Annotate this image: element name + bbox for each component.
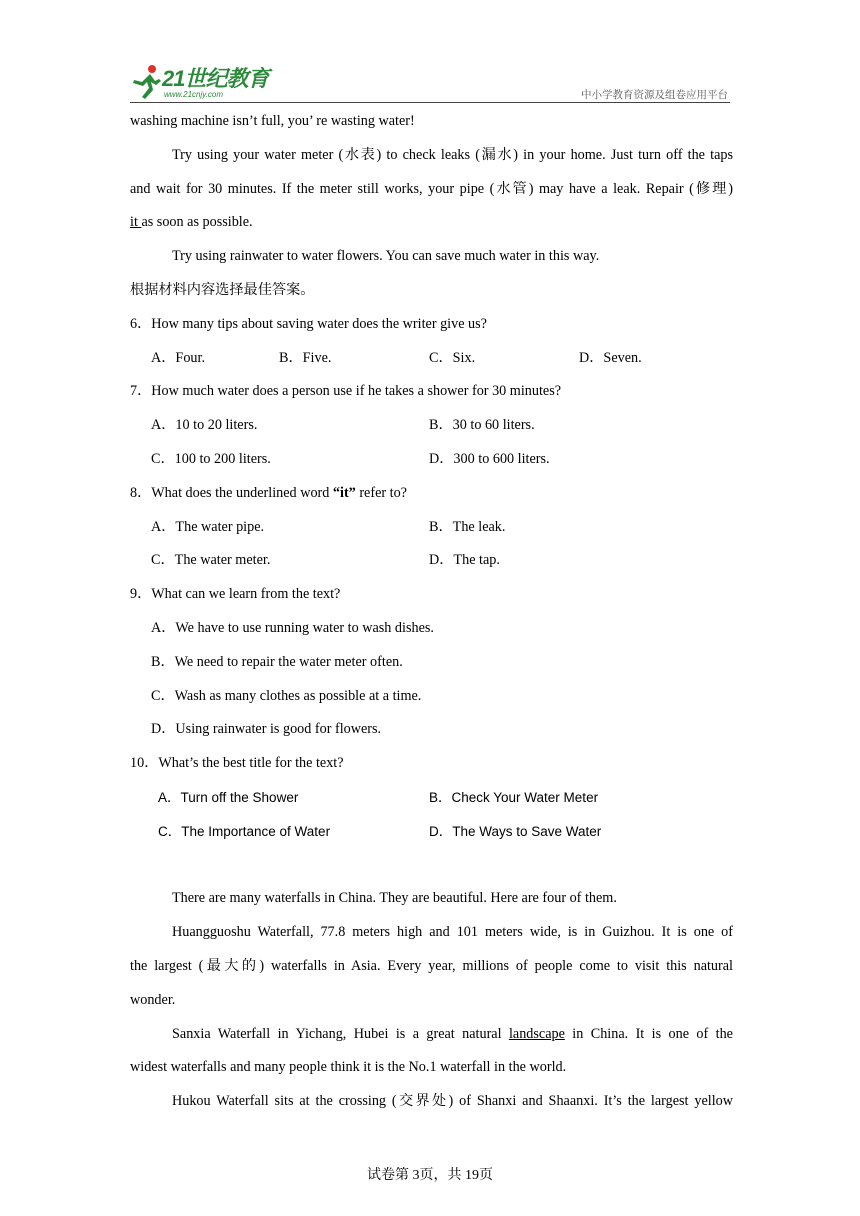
underlined-word: landscape — [508, 1025, 565, 1042]
options-row — [130, 443, 733, 477]
page-footer: 试卷第 3页，共 19页 — [367, 1168, 493, 1183]
option-a[interactable]: A．The water pipe. — [151, 518, 265, 535]
option-a[interactable]: A．Four. — [151, 349, 205, 366]
passage-line: and wait for 30 minutes. If the meter still works, your pipe (水管) may have a leak. Repair (修理) — [130, 180, 733, 197]
option-d[interactable]: D．300 to 600 liters. — [429, 450, 550, 467]
option-d[interactable]: D．The tap. — [429, 552, 500, 569]
options-row — [130, 713, 733, 747]
passage-line: Sanxia Waterfall in Yichang, Hubei is a great natural landscape in China. It is one of the — [172, 1025, 733, 1042]
quoted-word: “it” — [332, 484, 356, 501]
instruction: 根据材料内容选择最佳答案。 — [130, 281, 315, 298]
option-b[interactable]: B．Check Your Water Meter — [429, 789, 599, 805]
options-row — [130, 612, 733, 646]
option-c[interactable]: C．The Importance of Water — [158, 823, 331, 839]
passage-line: wonder. — [130, 991, 176, 1008]
option-d[interactable]: D．Using rainwater is good for flowers. — [151, 721, 382, 738]
options-row — [130, 646, 733, 680]
header-divider — [130, 102, 730, 103]
page-header — [130, 60, 730, 102]
options-row — [130, 342, 733, 376]
options-row — [130, 409, 733, 443]
passage-line: Try using rainwater to water flowers. You can save much water in this way. — [172, 248, 600, 265]
option-c[interactable]: C．100 to 200 liters. — [151, 450, 271, 467]
option-b[interactable]: B．30 to 60 liters. — [429, 417, 535, 434]
option-b[interactable]: B．We need to repair the water meter often. — [151, 653, 403, 670]
options-row — [130, 815, 733, 849]
question-stem: 9．What can we learn from the text? — [130, 586, 341, 603]
option-a[interactable]: A．10 to 20 liters. — [151, 417, 258, 434]
option-a[interactable]: A．Turn off the Shower — [158, 789, 299, 805]
passage-line: Huangguoshu Waterfall, 77.8 meters high and 101 meters wide, is in Guizhou. It is one of — [172, 924, 733, 941]
options-row — [130, 544, 733, 578]
option-a[interactable]: A．We have to use running water to wash dishes. — [151, 619, 434, 636]
passage-line: Hukou Waterfall sits at the crossing (交界处) of Shanxi and Shaanxi. It’s the largest yellow — [172, 1093, 733, 1110]
options-row — [130, 680, 733, 714]
question-stem: 6．How many tips about saving water does the writer give us? — [130, 315, 487, 332]
option-d[interactable]: D．The Ways to Save Water — [429, 823, 602, 839]
running-man-icon — [130, 64, 164, 100]
passage-line: washing machine isn’t full, you’ re wasting water! — [130, 113, 415, 129]
option-c[interactable]: C．Wash as many clothes as possible at a time. — [151, 687, 422, 704]
platform-name: 中小学教育资源及组卷应用平台 — [581, 89, 728, 101]
logo — [130, 64, 270, 100]
passage-line: There are many waterfalls in China. They are beautiful. Here are four of them. — [172, 890, 617, 907]
options-row — [130, 781, 733, 815]
underlined-word: it — [130, 214, 142, 231]
option-c[interactable]: C．The water meter. — [151, 552, 271, 569]
option-b[interactable]: B．Five. — [279, 349, 332, 366]
logo-url: www.21cnjy.com — [164, 90, 223, 99]
passage-line: Try using your water meter (水表) to check leaks (漏水) in your home. Just turn off the taps — [172, 146, 733, 163]
option-c[interactable]: C．Six. — [429, 349, 476, 366]
spacer — [130, 849, 733, 883]
options-row — [130, 511, 733, 545]
passage-line: the largest (最大的) waterfalls in Asia. Every year, millions of people come to visit this natural — [130, 957, 733, 974]
question-stem: 10．What’s the best title for the text? — [130, 755, 344, 772]
logo-text: 21世纪教育 — [162, 66, 269, 91]
question-stem: 7．How much water does a person use if he takes a shower for 30 minutes? — [130, 383, 562, 400]
option-d[interactable]: D．Seven. — [579, 349, 642, 366]
passage-line: widest waterfalls and many people think it is the No.1 waterfall in the world. — [130, 1059, 567, 1076]
question-stem: 8．What does the underlined word “it” refer to? — [130, 484, 407, 501]
page-content — [130, 105, 733, 1119]
option-b[interactable]: B．The leak. — [429, 518, 506, 535]
passage-line: it as soon as possible. — [130, 214, 253, 231]
